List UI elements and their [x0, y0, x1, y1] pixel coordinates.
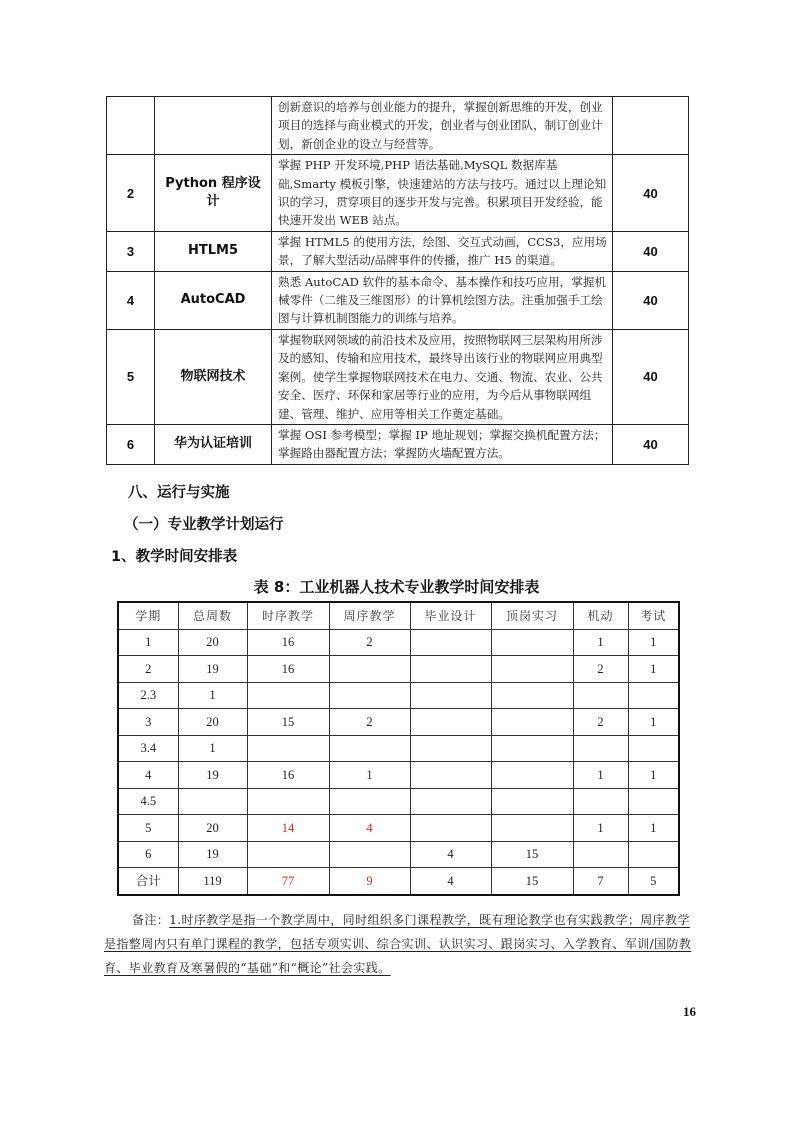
total-weeks-cell: 1: [178, 735, 247, 762]
weekly-teaching-cell: [329, 656, 410, 683]
flexible-cell: 1: [573, 629, 628, 656]
weekly-teaching-cell: [329, 788, 410, 815]
schedule-row: [118, 709, 679, 736]
total-weeks-cell: 19: [178, 762, 247, 789]
course-row: [107, 97, 689, 155]
course-hours: 40: [613, 155, 689, 232]
sequential-teaching-cell: [247, 788, 329, 815]
course-row: [107, 155, 689, 232]
weekly-teaching-cell: [329, 841, 410, 868]
schedule-header-row: [118, 602, 679, 630]
column-header: 毕业设计: [410, 602, 491, 630]
flexible-cell: [573, 841, 628, 868]
flexible-cell: 2: [573, 656, 628, 683]
schedule-row: [118, 868, 679, 895]
course-hours: 40: [613, 231, 689, 271]
exam-cell: 5: [628, 868, 679, 895]
sequential-teaching-cell: 16: [247, 762, 329, 789]
flexible-cell: 7: [573, 868, 628, 895]
schedule-row: [118, 656, 679, 683]
schedule-table: [117, 601, 680, 896]
semester-cell: 1: [118, 629, 178, 656]
total-weeks-cell: 119: [178, 868, 247, 895]
sequential-teaching-cell: 16: [247, 629, 329, 656]
course-row: [107, 424, 689, 464]
column-header: 机动: [573, 602, 628, 630]
course-name: AutoCAD: [155, 271, 272, 329]
exam-cell: 1: [628, 656, 679, 683]
semester-cell: 4.5: [118, 788, 178, 815]
column-header: 总周数: [178, 602, 247, 630]
internship-cell: [491, 682, 573, 709]
note-paragraph: [104, 908, 699, 980]
flexible-cell: 2: [573, 709, 628, 736]
semester-cell: 6: [118, 841, 178, 868]
graduation-design-cell: [410, 762, 491, 789]
graduation-design-cell: 4: [410, 868, 491, 895]
graduation-design-cell: [410, 656, 491, 683]
flexible-cell: [573, 735, 628, 762]
internship-cell: [491, 735, 573, 762]
total-weeks-cell: 19: [178, 841, 247, 868]
internship-cell: [491, 788, 573, 815]
sequential-teaching-cell: [247, 735, 329, 762]
course-hours: 40: [613, 271, 689, 329]
table-caption: 表 8：工业机器人技术专业教学时间安排表: [253, 577, 540, 596]
schedule-row: [118, 815, 679, 842]
note-label: 备注：: [132, 912, 170, 927]
course-hours: [613, 97, 689, 155]
note-text: 1.时序教学是指一个教学周中，同时组织多门课程教学，既有理论教学也有实践教学；周序教学是指整周内只有单门课程的教学，包括专项实训、综合实训、认识实习、跟岗实习、入学教育、军训/国防教育、毕业教育及寒暑假的“基础”和“概论”社会实践。: [104, 912, 692, 975]
subsection-heading: （一）专业教学计划运行: [124, 516, 284, 533]
total-weeks-cell: [178, 788, 247, 815]
graduation-design-cell: [410, 815, 491, 842]
course-description: 创新意识的培养与创业能力的提升，掌握创新思维的开发，创业项目的选择与商业模式的开发，创业者与创业团队，制订创业计划，新创企业的设立与经营等。: [272, 97, 613, 155]
internship-cell: [491, 656, 573, 683]
course-name: Python 程序设计: [155, 155, 272, 232]
column-header: 顶岗实习: [491, 602, 573, 630]
weekly-teaching-cell: 2: [329, 629, 410, 656]
sequential-teaching-cell: [247, 841, 329, 868]
total-weeks-cell: 20: [178, 815, 247, 842]
weekly-teaching-cell: 9: [329, 868, 410, 895]
schedule-row: [118, 788, 679, 815]
graduation-design-cell: [410, 682, 491, 709]
schedule-row: [118, 762, 679, 789]
semester-cell: 合计: [118, 868, 178, 895]
total-weeks-cell: 20: [178, 629, 247, 656]
course-description: 掌握 PHP 开发环境,PHP 语法基础,MySQL 数据库基础,Smarty 模板引擎，快速建站的方法与技巧。通过以上理论知识的学习，贯穿项目的逐步开发与完善。积累项目开发经验，能快速开发出 WEB 站点。: [272, 155, 613, 232]
sequential-teaching-cell: [247, 682, 329, 709]
item-heading: 1、教学时间安排表: [111, 548, 238, 565]
course-number: 5: [107, 329, 155, 424]
schedule-row: [118, 841, 679, 868]
course-row: [107, 231, 689, 271]
weekly-teaching-cell: 4: [329, 815, 410, 842]
page-number: 16: [683, 1003, 696, 1019]
weekly-teaching-cell: [329, 735, 410, 762]
exam-cell: 1: [628, 762, 679, 789]
column-header: 学期: [118, 602, 178, 630]
schedule-row: [118, 735, 679, 762]
exam-cell: 1: [628, 709, 679, 736]
sequential-teaching-cell: 16: [247, 656, 329, 683]
course-hours: 40: [613, 329, 689, 424]
course-row: [107, 329, 689, 424]
semester-cell: 3: [118, 709, 178, 736]
course-description: 掌握物联网领域的前沿技术及应用，按照物联网三层架构用所涉及的感知、传输和应用技术，最终导出该行业的物联网应用典型案例。使学生掌握物联网技术在电力、交通、物流、农业、公共安全、医疗、环保和家居等行业的应用，为今后从事物联网组建、管理、维护、应用等相关工作奠定基础。: [272, 329, 613, 424]
course-description: 掌握 OSI 参考模型；掌握 IP 地址规划；掌握交换机配置方法；掌握路由器配置方法；掌握防火墙配置方法。: [272, 424, 613, 464]
exam-cell: [628, 841, 679, 868]
graduation-design-cell: [410, 735, 491, 762]
course-name: 物联网技术: [155, 329, 272, 424]
exam-cell: [628, 682, 679, 709]
weekly-teaching-cell: [329, 682, 410, 709]
course-number: 4: [107, 271, 155, 329]
schedule-row: [118, 682, 679, 709]
course-number: [107, 97, 155, 155]
sequential-teaching-cell: 14: [247, 815, 329, 842]
exam-cell: 1: [628, 815, 679, 842]
course-number: 6: [107, 424, 155, 464]
semester-cell: 2: [118, 656, 178, 683]
graduation-design-cell: [410, 709, 491, 736]
course-description: 熟悉 AutoCAD 软件的基本命令、基本操作和技巧应用，掌握机械零件（二维及三维图形）的计算机绘图方法。注重加强手工绘图与计算机制图能力的训练与培养。: [272, 271, 613, 329]
exam-cell: [628, 735, 679, 762]
course-number: 2: [107, 155, 155, 232]
total-weeks-cell: 20: [178, 709, 247, 736]
sequential-teaching-cell: 15: [247, 709, 329, 736]
semester-cell: 3.4: [118, 735, 178, 762]
total-weeks-cell: 19: [178, 656, 247, 683]
internship-cell: 15: [491, 868, 573, 895]
internship-cell: [491, 762, 573, 789]
schedule-row: [118, 629, 679, 656]
course-name: HTLM5: [155, 231, 272, 271]
total-weeks-cell: 1: [178, 682, 247, 709]
flexible-cell: 1: [573, 815, 628, 842]
column-header: 考试: [628, 602, 679, 630]
flexible-cell: 1: [573, 762, 628, 789]
column-header: 时序教学: [247, 602, 329, 630]
course-name: [155, 97, 272, 155]
graduation-design-cell: [410, 629, 491, 656]
section-heading: 八、运行与实施: [128, 484, 230, 501]
internship-cell: [491, 815, 573, 842]
sequential-teaching-cell: 77: [247, 868, 329, 895]
internship-cell: 15: [491, 841, 573, 868]
graduation-design-cell: 4: [410, 841, 491, 868]
flexible-cell: [573, 788, 628, 815]
weekly-teaching-cell: 1: [329, 762, 410, 789]
column-header: 周序教学: [329, 602, 410, 630]
course-description: 掌握 HTML5 的使用方法，绘图、交互式动画，CCS3，应用场景，了解大型活动/品牌事件的传播，推广 H5 的渠道。: [272, 231, 613, 271]
internship-cell: [491, 709, 573, 736]
course-table: [106, 96, 689, 465]
internship-cell: [491, 629, 573, 656]
exam-cell: [628, 788, 679, 815]
weekly-teaching-cell: 2: [329, 709, 410, 736]
graduation-design-cell: [410, 788, 491, 815]
course-name: 华为认证培训: [155, 424, 272, 464]
flexible-cell: [573, 682, 628, 709]
semester-cell: 4: [118, 762, 178, 789]
course-number: 3: [107, 231, 155, 271]
course-row: [107, 271, 689, 329]
exam-cell: 1: [628, 629, 679, 656]
course-hours: 40: [613, 424, 689, 464]
semester-cell: 2.3: [118, 682, 178, 709]
semester-cell: 5: [118, 815, 178, 842]
